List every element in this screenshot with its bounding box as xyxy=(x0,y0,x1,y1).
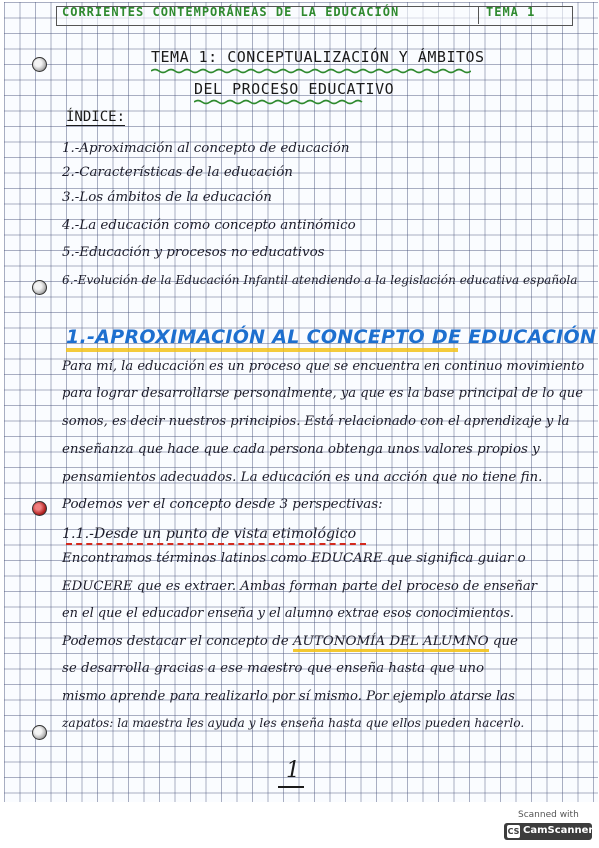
index-item: 1.-Aproximación al concepto de educación xyxy=(62,141,350,156)
index-item: 6.-Evolución de la Educación Infantil atendiendo a la legislación educativa española xyxy=(62,273,578,287)
binder-hole xyxy=(32,57,47,72)
index-item: 2.-Características de la educación xyxy=(62,165,293,180)
camscanner-logo xyxy=(504,823,592,840)
paragraph-line: zapatos: la maestra les ayuda y les enseña hasta que ellos pueden hacerlo. xyxy=(62,716,525,730)
paragraph-line: Podemos ver el concepto desde 3 perspectivas: xyxy=(62,497,383,512)
binder-hole xyxy=(32,280,47,295)
page-title-line2: DEL PROCESO EDUCATIVO xyxy=(194,80,395,98)
paragraph-line: Para mí, la educación es un proceso que se encuentra en continuo movimiento xyxy=(62,359,585,374)
line-text: Podemos destacar el concepto de xyxy=(62,634,293,649)
notebook-page xyxy=(4,2,598,802)
paragraph-line: mismo aprende para realizarlo por sí mismo. Por ejemplo atarse las xyxy=(62,689,515,704)
paragraph-line: somos, es decir nuestros principios. Está relacionado con el aprendizaje y la xyxy=(62,414,570,429)
binder-hole xyxy=(32,501,47,516)
camscanner-watermark xyxy=(504,808,592,842)
subheading-dashed-underline xyxy=(66,543,366,545)
title-wavy-underline-1 xyxy=(151,68,471,74)
page-title-line1: TEMA 1: CONCEPTUALIZACIÓN Y ÁMBITOS xyxy=(151,48,485,66)
paragraph-line: en el que el educador enseña y el alumno extrae esos conocimientos. xyxy=(62,606,515,621)
camscanner-icon: CS xyxy=(507,827,520,836)
paragraph-line xyxy=(62,634,518,649)
section-heading: 1.-APROXIMACIÓN AL CONCEPTO DE EDUCACIÓN xyxy=(66,326,597,348)
paragraph-line: para lograr desarrollarse personalmente, ya que es la base principal de lo que xyxy=(62,386,583,401)
highlighted-concept: AUTONOMÍA DEL ALUMNO xyxy=(292,634,489,649)
paragraph-line: Encontramos términos latinos como EDUCARE que significa guiar o xyxy=(62,551,526,566)
paragraph-line: enseñanza que hace que cada persona obtenga unos valores propios y xyxy=(62,442,540,457)
index-item: 5.-Educación y procesos no educativos xyxy=(62,245,325,260)
page-number-underline xyxy=(278,786,304,788)
binder-hole xyxy=(32,725,47,740)
scan-caption: Scanned with xyxy=(518,810,579,820)
subsection-heading: 1.1.-Desde un punto de vista etimológico xyxy=(62,526,357,542)
course-title: CORRIENTES CONTEMPORÁNEAS DE LA EDUCACIÓN xyxy=(62,5,400,19)
paragraph-line: pensamientos adecuados. La educación es una acción que no tiene fin. xyxy=(62,470,543,485)
camscanner-brand: CamScanner xyxy=(523,825,594,836)
line-text: que xyxy=(488,634,518,649)
paragraph-line: EDUCERE que es extraer. Ambas forman parte del proceso de enseñar xyxy=(62,579,537,594)
index-item: 4.-La educación como concepto antinómico xyxy=(62,218,356,233)
title-wavy-underline-2 xyxy=(194,99,364,105)
page-number: 1 xyxy=(286,758,300,783)
heading-highlight xyxy=(66,348,458,352)
paragraph-line: se desarrolla gracias a ese maestro que enseña hasta que uno xyxy=(62,661,485,676)
header-divider xyxy=(478,6,479,24)
unit-label: TEMA 1 xyxy=(486,5,536,19)
index-item: 3.-Los ámbitos de la educación xyxy=(62,190,272,205)
index-label: ÍNDICE: xyxy=(66,109,126,125)
